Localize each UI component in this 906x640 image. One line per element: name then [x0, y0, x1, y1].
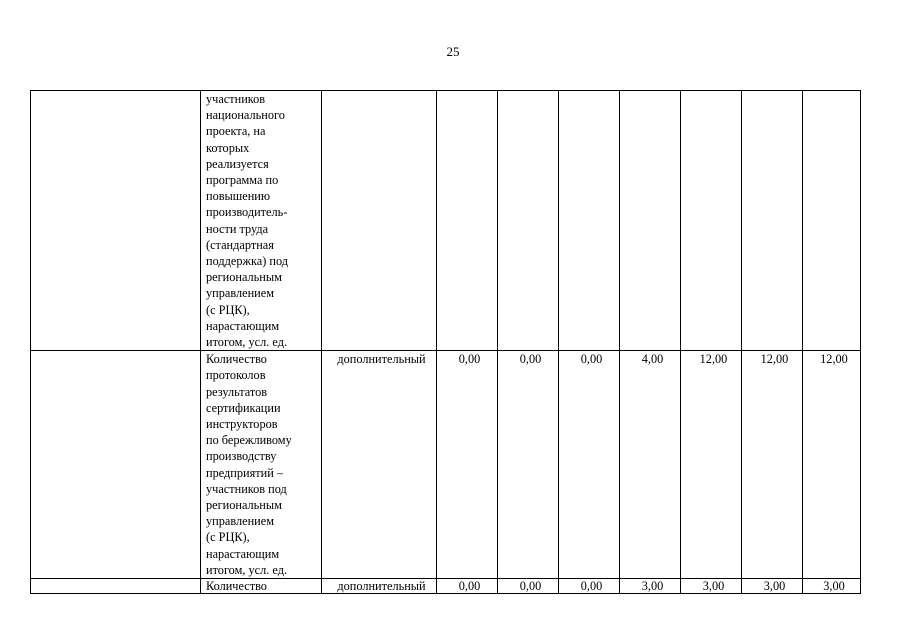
description-line: ности труда [206, 221, 269, 236]
description-line: (с РЦК), [206, 302, 250, 317]
indicator-type-cell [322, 91, 437, 351]
value-cell: 12,00 [742, 351, 803, 579]
value-cell: 3,00 [803, 579, 861, 594]
value-cell: 0,00 [498, 351, 559, 579]
value-cell: 0,00 [559, 579, 620, 594]
table-row [31, 579, 861, 594]
description-line: итогом, усл. ед. [206, 335, 288, 350]
value-cell: 4,00 [620, 351, 681, 579]
value-cell: 0,00 [437, 351, 498, 579]
value-cell [498, 91, 559, 351]
description-line: инструкторов [206, 417, 278, 432]
description-line: (с РЦК), [206, 530, 250, 545]
description-line: поддержка) под [206, 254, 289, 269]
description-line: нарастающим [206, 546, 280, 561]
value-cell [437, 91, 498, 351]
value-cell: 3,00 [681, 579, 742, 594]
description-line: производитель- [206, 205, 288, 220]
description-line: управлением [206, 286, 274, 301]
description-line: повышению [206, 189, 271, 204]
description-line: предприятий – [206, 465, 284, 480]
value-cell: 0,00 [559, 351, 620, 579]
description-line: нарастающим [206, 318, 280, 333]
description-line: Количество [206, 579, 267, 594]
page-number: 25 [446, 44, 460, 59]
description-line: результатов [206, 384, 268, 399]
description-line: по бережливому [206, 433, 292, 448]
value-cell: 12,00 [681, 351, 742, 579]
description-line: сертификации [206, 400, 281, 415]
description-line: итогом, усл. ед. [206, 562, 288, 577]
empty-first-column-cell [31, 351, 201, 579]
table-body [31, 91, 861, 594]
description-line: производству [206, 449, 277, 464]
description-line: программа по [206, 173, 279, 188]
value-cell [742, 91, 803, 351]
description-line: которых [206, 140, 250, 155]
description-line: Количество [206, 352, 267, 367]
value-cell: 12,00 [803, 351, 861, 579]
value-cell: 3,00 [620, 579, 681, 594]
indicator-description-cell [201, 351, 322, 579]
empty-first-column-cell [31, 91, 201, 351]
value-cell [620, 91, 681, 351]
table-row [31, 91, 861, 351]
description-line: (стандартная [206, 237, 274, 252]
description-line: региональным [206, 498, 282, 513]
indicator-type-cell: дополнительный [322, 351, 437, 579]
value-cell: 0,00 [437, 579, 498, 594]
description-line: управлением [206, 514, 274, 529]
value-cell: 0,00 [498, 579, 559, 594]
description-line: протоколов [206, 368, 266, 383]
description-line: национального [206, 108, 285, 123]
indicator-description-cell [201, 579, 322, 594]
indicator-description-cell [201, 91, 322, 351]
table-row [31, 351, 861, 579]
description-line: реализуется [206, 156, 269, 171]
value-cell [559, 91, 620, 351]
description-line: участников под [206, 481, 287, 496]
indicator-type-cell: дополнительный [322, 579, 437, 594]
description-line: проекта, на [206, 124, 266, 139]
empty-first-column-cell [31, 579, 201, 594]
value-cell: 3,00 [742, 579, 803, 594]
value-cell [681, 91, 742, 351]
indicator-table [30, 90, 861, 594]
value-cell [803, 91, 861, 351]
description-line: участников [206, 92, 266, 106]
description-line: региональным [206, 270, 282, 285]
